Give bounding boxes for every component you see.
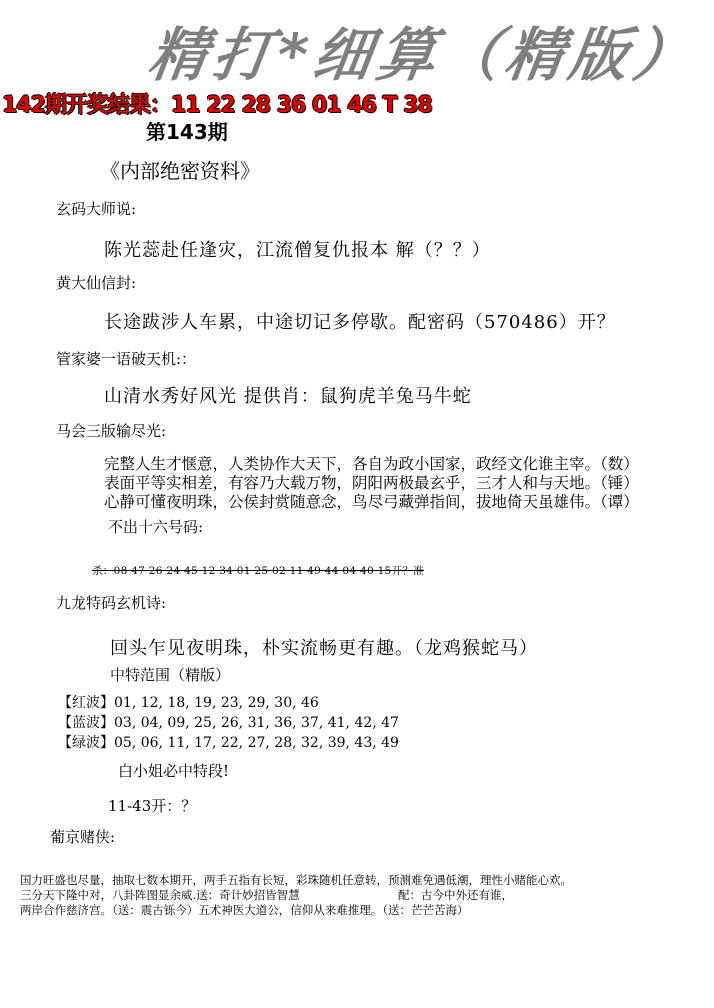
mahui-label: 马会三版输尽光: xyxy=(56,422,167,440)
range-title: 中特范围（精版） xyxy=(110,666,231,684)
kill-numbers xyxy=(92,563,424,578)
green-wave: 【绿波】05, 06, 11, 17, 22, 27, 28, 32, 39, 43, 49 xyxy=(58,735,399,751)
lottery-result: 142期开奖结果：11 22 28 36 01 46 T 38 xyxy=(2,93,432,118)
mahui-line-3: 心静可懂夜明珠，公侯封赏随意念，鸟尽弓藏弹指间，拔地倚天虽雄伟。（谭） xyxy=(104,493,639,511)
guanjiapo-label: 管家婆一语破天机:： xyxy=(56,350,197,368)
mahui-line-2: 表面平等实相差，有容乃大载万物，阴阳两极最玄乎，三才人和与天地。（锤） xyxy=(104,474,639,492)
xuanma-label: 玄码大师说: xyxy=(56,200,137,218)
guanjiapo-text: 山清水秀好风光 提供肖：鼠狗虎羊兔马牛蛇 xyxy=(104,386,472,407)
huangdaxian-text: 长途跋涉人车累，中途切记多停歇。配密码（570486）开？ xyxy=(104,312,616,333)
no16-label: 不出十六号码: xyxy=(108,518,204,536)
kill-numbers-text: 杀：08 47 26 24 45 12 34 01 25 02 11 49 44 04 40 15开？准 xyxy=(92,565,424,577)
mahui-line-1: 完整人生才惬意，人类协作大天下，各自为政小国家，政经文化谁主宰。（数） xyxy=(104,455,639,473)
footer-line-1: 国力旺盛也尽量，抽取七数本期开，两手五指有长短，彩珠随机任意转，预测难免遇低潮，理性小赌能心欢。 xyxy=(20,873,572,887)
footer-line-2b: 配：古今中外还有谁， xyxy=(398,888,513,902)
xuanma-text: 陈光蕊赴任逢灾，江流僧复仇报本 解（？？） xyxy=(104,240,491,261)
range-text: 11-43开：？ xyxy=(108,797,197,815)
bai-text: 白小姐必中特段! xyxy=(118,762,230,780)
footer-line-2a: 三分天下隆中对，八卦阵图显余威.送：奇计妙招皆智慧 xyxy=(20,888,300,902)
huangdaxian-label: 黄大仙信封: xyxy=(56,274,137,292)
jiulong-label: 九龙特码玄机诗: xyxy=(56,594,167,612)
footer-line-3: 两岸合作慈济宫。（送：震古铄今）五术神医大道公，信仰从来难推理。（送：芒芒苦海） xyxy=(20,903,469,917)
blue-wave: 【蓝波】03, 04, 09, 25, 26, 31, 36, 37, 41, 42, 47 xyxy=(58,715,399,731)
issue-number: 第143期 xyxy=(146,120,228,144)
banner-title: 精打*细算（精版） xyxy=(144,21,703,89)
doc-title: 《内部绝密资料》 xyxy=(100,159,260,183)
putao-label: 葡京赌侠: xyxy=(50,828,116,846)
jiulong-text: 回头乍见夜明珠，朴实流畅更有趣。（龙鸡猴蛇马） xyxy=(110,638,538,659)
red-wave: 【红波】01, 12, 18, 19, 23, 29, 30, 46 xyxy=(58,695,319,711)
